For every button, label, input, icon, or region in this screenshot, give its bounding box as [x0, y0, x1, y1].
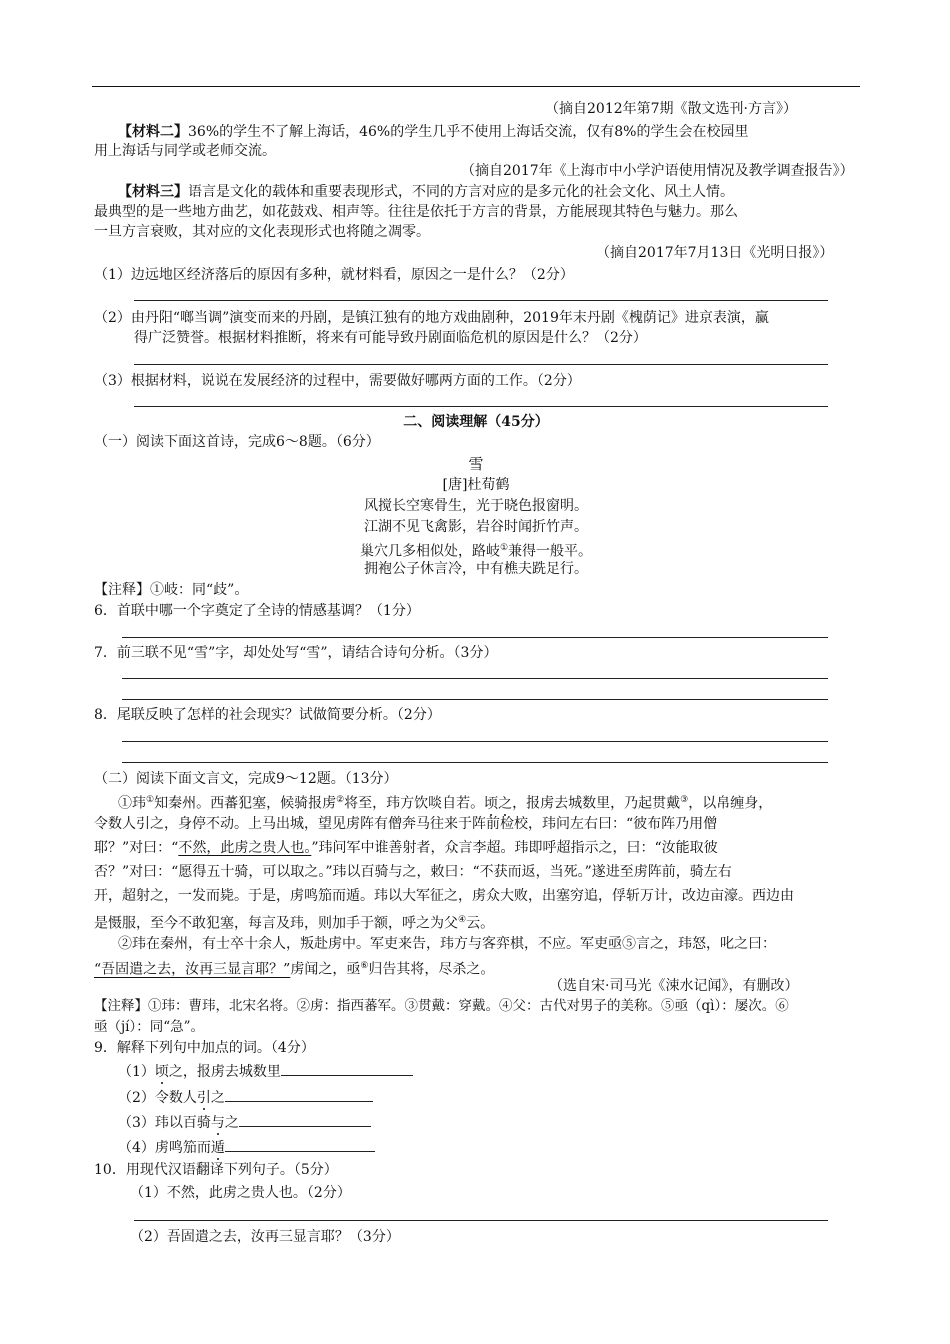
passage-line-4: 否？”对曰：“愿得五十骑，可以取之。”玮以百骑与之，敕曰：“不获而返，当死。”遂进至虏阵前，骑左右	[94, 864, 732, 880]
answer-line-q8-1[interactable]	[122, 741, 828, 742]
underlined-sentence-1: 不然，此虏之贵人也。	[178, 840, 312, 856]
passage-line-2: 令数人引之，身停不动。上马出城，望见虏阵有僧奔马往来于阵前检校，玮问左右曰：“彼布阵乃用僧	[94, 816, 718, 832]
dotted-word: 引	[196, 1090, 211, 1106]
answer-line-q7-1[interactable]	[122, 678, 828, 679]
material-3-text1: 语言是文化的载体和重要表现形式，不同的方言对应的是多元化的社会文化、风土人情。	[188, 184, 734, 200]
dotted-word: 与	[210, 1115, 225, 1131]
passage-line-6: 是慑服，至今不敢犯塞，每言及玮，则加手于额，呼之为父④云。	[94, 915, 495, 932]
passage-line-1: ①玮①知秦州。西蕃犯塞，候骑报虏②将至，玮方饮啖自若。顷之，报虏去城数里，乃起贯戴③，以帛缠身，	[118, 795, 773, 812]
material-3-source: （摘自2017年7月13日《光明日报》）	[596, 245, 834, 261]
poem-line-4: 拥袍公子休言冷，中有樵夫跣足行。	[364, 561, 588, 577]
question-8: 8．尾联反映了怎样的社会现实？试做简要分析。（2分）	[94, 707, 441, 723]
question-2-line2: 得广泛赞誉。根据材料推断，将来有可能导致丹剧面临危机的原因是什么？（2分）	[134, 330, 647, 346]
q9-blank-2[interactable]	[225, 1087, 373, 1102]
passage-line-5: 开，超射之，一发而毙。于是，虏鸣笳而遁。玮以大军征之，虏众大败，出塞穷追，俘斩万计，改边亩濠。西边由	[94, 888, 794, 904]
question-6: 6．首联中哪一个字奠定了全诗的情感基调？（1分）	[94, 603, 420, 619]
material-2-text1: 36%的学生不了解上海话，46%的学生几乎不使用上海话交流，仅有8%的学生会在校园里	[188, 124, 749, 140]
passage-line-8: “吾固遣之去，汝再三显言耶？”虏闻之，亟⑥归告其将，尽杀之。	[94, 961, 495, 978]
dotted-word: 遁	[210, 1140, 225, 1156]
answer-line-q1[interactable]	[134, 300, 828, 301]
answer-line-q2[interactable]	[134, 364, 828, 365]
question-10: 10．用现代汉语翻译下列句子。（5分）	[94, 1162, 338, 1178]
dotted-word: 顷	[484, 795, 499, 812]
passage-source: （选自宋·司马光《涑水记闻》，有删改）	[549, 978, 799, 994]
part-2-heading: （二）阅读下面文言文，完成9～12题。（13分）	[94, 771, 398, 787]
q9-blank-1[interactable]	[281, 1061, 413, 1076]
material-2-line2: 用上海话与同学或老师交流。	[94, 143, 276, 159]
material-3-line3: 一旦方言衰败，其对应的文化表现形式也将随之凋零。	[94, 224, 430, 240]
q9-blank-3[interactable]	[239, 1112, 371, 1127]
material-2-label: 【材料二】	[118, 124, 188, 140]
question-3: （3）根据材料，说说在发展经济的过程中，需要做好哪两方面的工作。（2分）	[94, 373, 581, 389]
material-3-line2: 最典型的是一些地方曲艺，如花鼓戏、相声等。往往是依托于方言的背景，方能展现其特色与魅力。那么	[94, 204, 738, 220]
answer-line-q3[interactable]	[134, 406, 828, 407]
answer-line-q7-2[interactable]	[122, 699, 828, 700]
question-7: 7．前三联不见“雪”字，却处处写“雪”，请结合诗句分析。（3分）	[94, 645, 498, 661]
material-3-label: 【材料三】	[118, 184, 188, 200]
dotted-word: 之	[498, 795, 513, 812]
question-2-line1: （2）由丹阳“啷当调”演变而来的丹剧，是镇江独有的地方戏曲剧种，2019年末丹剧《槐荫记》进京表演，赢	[94, 310, 769, 326]
passage-note-1: 【注释】①玮：曹玮，北宋名将。②虏：指西蕃军。③贯戴：穿戴。④父：古代对男子的美称。⑤亟（qì）：屡次。⑥	[94, 998, 789, 1014]
q9-item-1: （1）顷之，报虏去城数里	[118, 1061, 413, 1081]
passage-line-3: 耶？”对曰：“不然，此虏之贵人也。”玮问军中谁善射者，众言李超。玮即呼超指示之，曰：“汝能取彼	[94, 840, 718, 856]
q9-item-4: （4）虏鸣笳而遁	[118, 1137, 375, 1157]
poem-line-3: 巢穴几多相似处，路岐①兼得一般平。	[359, 543, 593, 560]
question-9: 9．解释下列句中加点的词。（4分）	[94, 1040, 315, 1056]
question-1: （1）边远地区经济落后的原因有多种，就材料看，原因之一是什么？（2分）	[94, 267, 574, 283]
material-2-source: （摘自2017年《上海市中小学沪语使用情况及教学调查报告》）	[461, 163, 854, 179]
material-3-line1	[118, 183, 734, 201]
source-1: （摘自2012年第7期《散文选刊·方言》）	[545, 101, 797, 117]
q10-sentence-2: （2）吾固遣之去，汝再三显言耶？（3分）	[130, 1229, 400, 1245]
poem-author: [唐]杜荀鹤	[442, 477, 510, 493]
poem-line-1: 风搅长空寒骨生，光于晓色报窗明。	[364, 498, 588, 514]
q9-item-2: （2）令数人引之	[118, 1087, 373, 1107]
passage-line-7: ②玮在秦州，有士卒十余人，叛赴虏中。军吏来告，玮方与客弈棋，不应。军吏亟⑤言之，玮怒，叱之曰：	[118, 936, 776, 952]
poem-title: 雪	[468, 455, 484, 473]
poem-line-2: 江湖不见飞禽影，岩谷时闻折竹声。	[364, 519, 588, 535]
part-1-heading: （一）阅读下面这首诗，完成6～8题。（6分）	[94, 434, 380, 450]
dotted-word: 顷	[154, 1064, 169, 1080]
answer-line-q10-1[interactable]	[134, 1220, 828, 1221]
footnote-marker: ①	[499, 543, 509, 553]
underlined-sentence-2: “吾固遣之去，汝再三显言耶？”	[94, 961, 291, 978]
section-2-heading: 二、阅读理解（45分）	[403, 414, 549, 430]
answer-line-q6[interactable]	[122, 637, 828, 638]
top-rule	[92, 86, 860, 87]
answer-line-q8-2[interactable]	[122, 762, 828, 763]
q9-item-3: （3）玮以百骑与之	[118, 1112, 371, 1132]
passage-note-2: 亟（jí）：同“急”。	[94, 1019, 205, 1035]
q10-sentence-1: （1）不然，此虏之贵人也。（2分）	[130, 1185, 351, 1201]
poem-note: 【注释】①岐：同“歧”。	[94, 582, 249, 598]
material-2-line1	[118, 123, 748, 141]
q9-blank-4[interactable]	[225, 1137, 375, 1152]
